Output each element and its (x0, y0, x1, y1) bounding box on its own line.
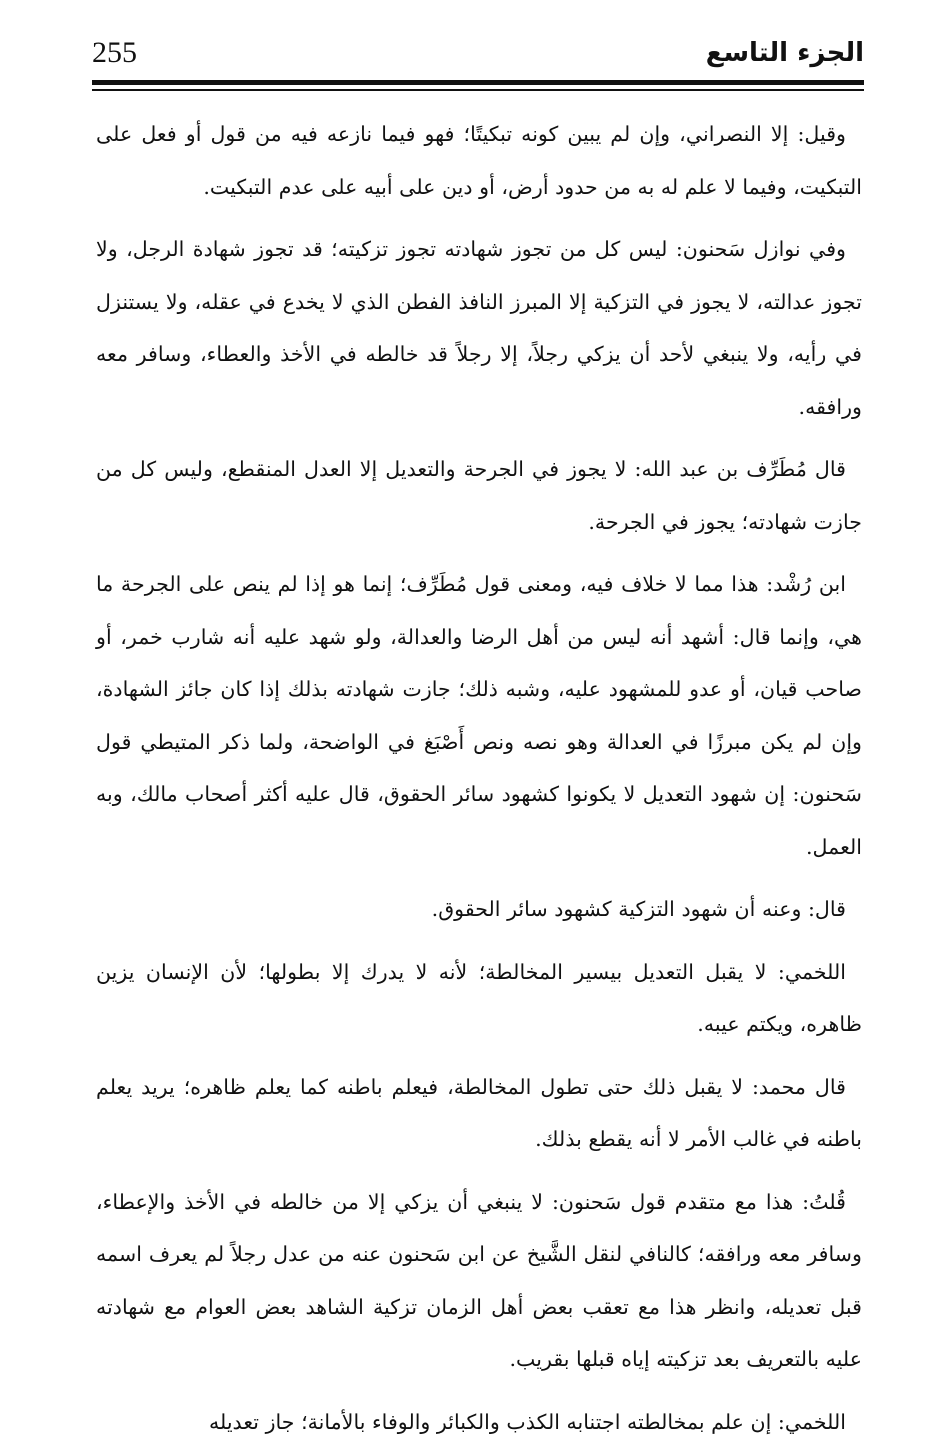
page-header (92, 28, 864, 86)
paragraph: قال مُطَرِّف بن عبد الله: لا يجوز في الجرحة والتعديل إلا العدل المنقطع، وليس كل من جازت شهادته؛ يجوز في الجرحة. (96, 443, 862, 548)
paragraph: قال محمد: لا يقبل ذلك حتى تطول المخالطة، فيعلم باطنه كما يعلم ظاهره؛ يريد يعلم باطنه في غالب الأمر لا أنه يقطع بذلك. (96, 1061, 862, 1166)
paragraph: قال: وعنه أن شهود التزكية كشهود سائر الحقوق. (96, 883, 862, 936)
paragraph: وفي نوازل سَحنون: ليس كل من تجوز شهادته تجوز تزكيته؛ قد تجوز شهادة الرجل، ولا تجوز عدالته، لا يجوز في التزكية إلا المبرز النافذ الفطن الذي لا يخدع في عقله، ولا يستنزل في رأيه، ولا ينبغي لأحد أن يزكي رجلاً، إلا رجلاً قد خالطه في الأخذ والعطاء، وسافر معه ورافقه. (96, 223, 862, 433)
paragraph: اللخمي: لا يقبل التعديل بيسير المخالطة؛ لأنه لا يدرك إلا بطولها؛ لأن الإنسان يزين ظاهره، ويكتم عيبه. (96, 946, 862, 1051)
body-text (96, 108, 862, 1448)
paragraph: اللخمي: إن علم بمخالطته اجتنابه الكذب والكبائر والوفاء بالأمانة؛ جاز تعديله (96, 1396, 862, 1448)
paragraph: قُلتُ: هذا مع متقدم قول سَحنون: لا ينبغي أن يزكي إلا من خالطه في الأخذ والإعطاء، وسافر معه ورافقه؛ كالنافي لنقل الشَّيخ عن ابن سَحنون عنه من عدل رجلاً لم يعرف اسمه قبل تعديله، وانظر هذا مع تعقب بعض أهل الزمان تزكية الشاهد بعض العوام مع شهادته عليه بالتعريف بعد تزكيته إياه قبلها بقريب. (96, 1176, 862, 1386)
part-title: الجزء التاسع (706, 38, 864, 68)
paragraph: وقيل: إلا النصراني، وإن لم يبين كونه تبكيتًا؛ فهو فيما نازعه فيه من قول أو فعل على التبكيت، وفيما لا علم له به من حدود أرض، أو دين على أبيه على عدم التبكيت. (96, 108, 862, 213)
header-rule-thick (92, 80, 864, 85)
page-number: 255 (92, 36, 137, 70)
paragraph: ابن رُشْد: هذا مما لا خلاف فيه، ومعنى قول مُطَرِّف؛ إنما هو إذا لم ينص على الجرحة ما هي، وإنما قال: أشهد أنه ليس من أهل الرضا والعدالة، ولو شهد عليه أنه شارب خمر، أو صاحب قيان، أو عدو للمشهود عليه، وشبه ذلك؛ جازت شهادته بذلك إذا كان جائز الشهادة، وإن لم يكن مبرزًا في العدالة وهو نصه ونص أَصْبَغ في الواضحة، ولما ذكر المتيطي قول سَحنون: إن شهود التعديل لا يكونوا كشهود سائر الحقوق، قال عليه أكثر أصحاب مالك، وبه العمل. (96, 558, 862, 873)
header-rule-thin (92, 89, 864, 91)
